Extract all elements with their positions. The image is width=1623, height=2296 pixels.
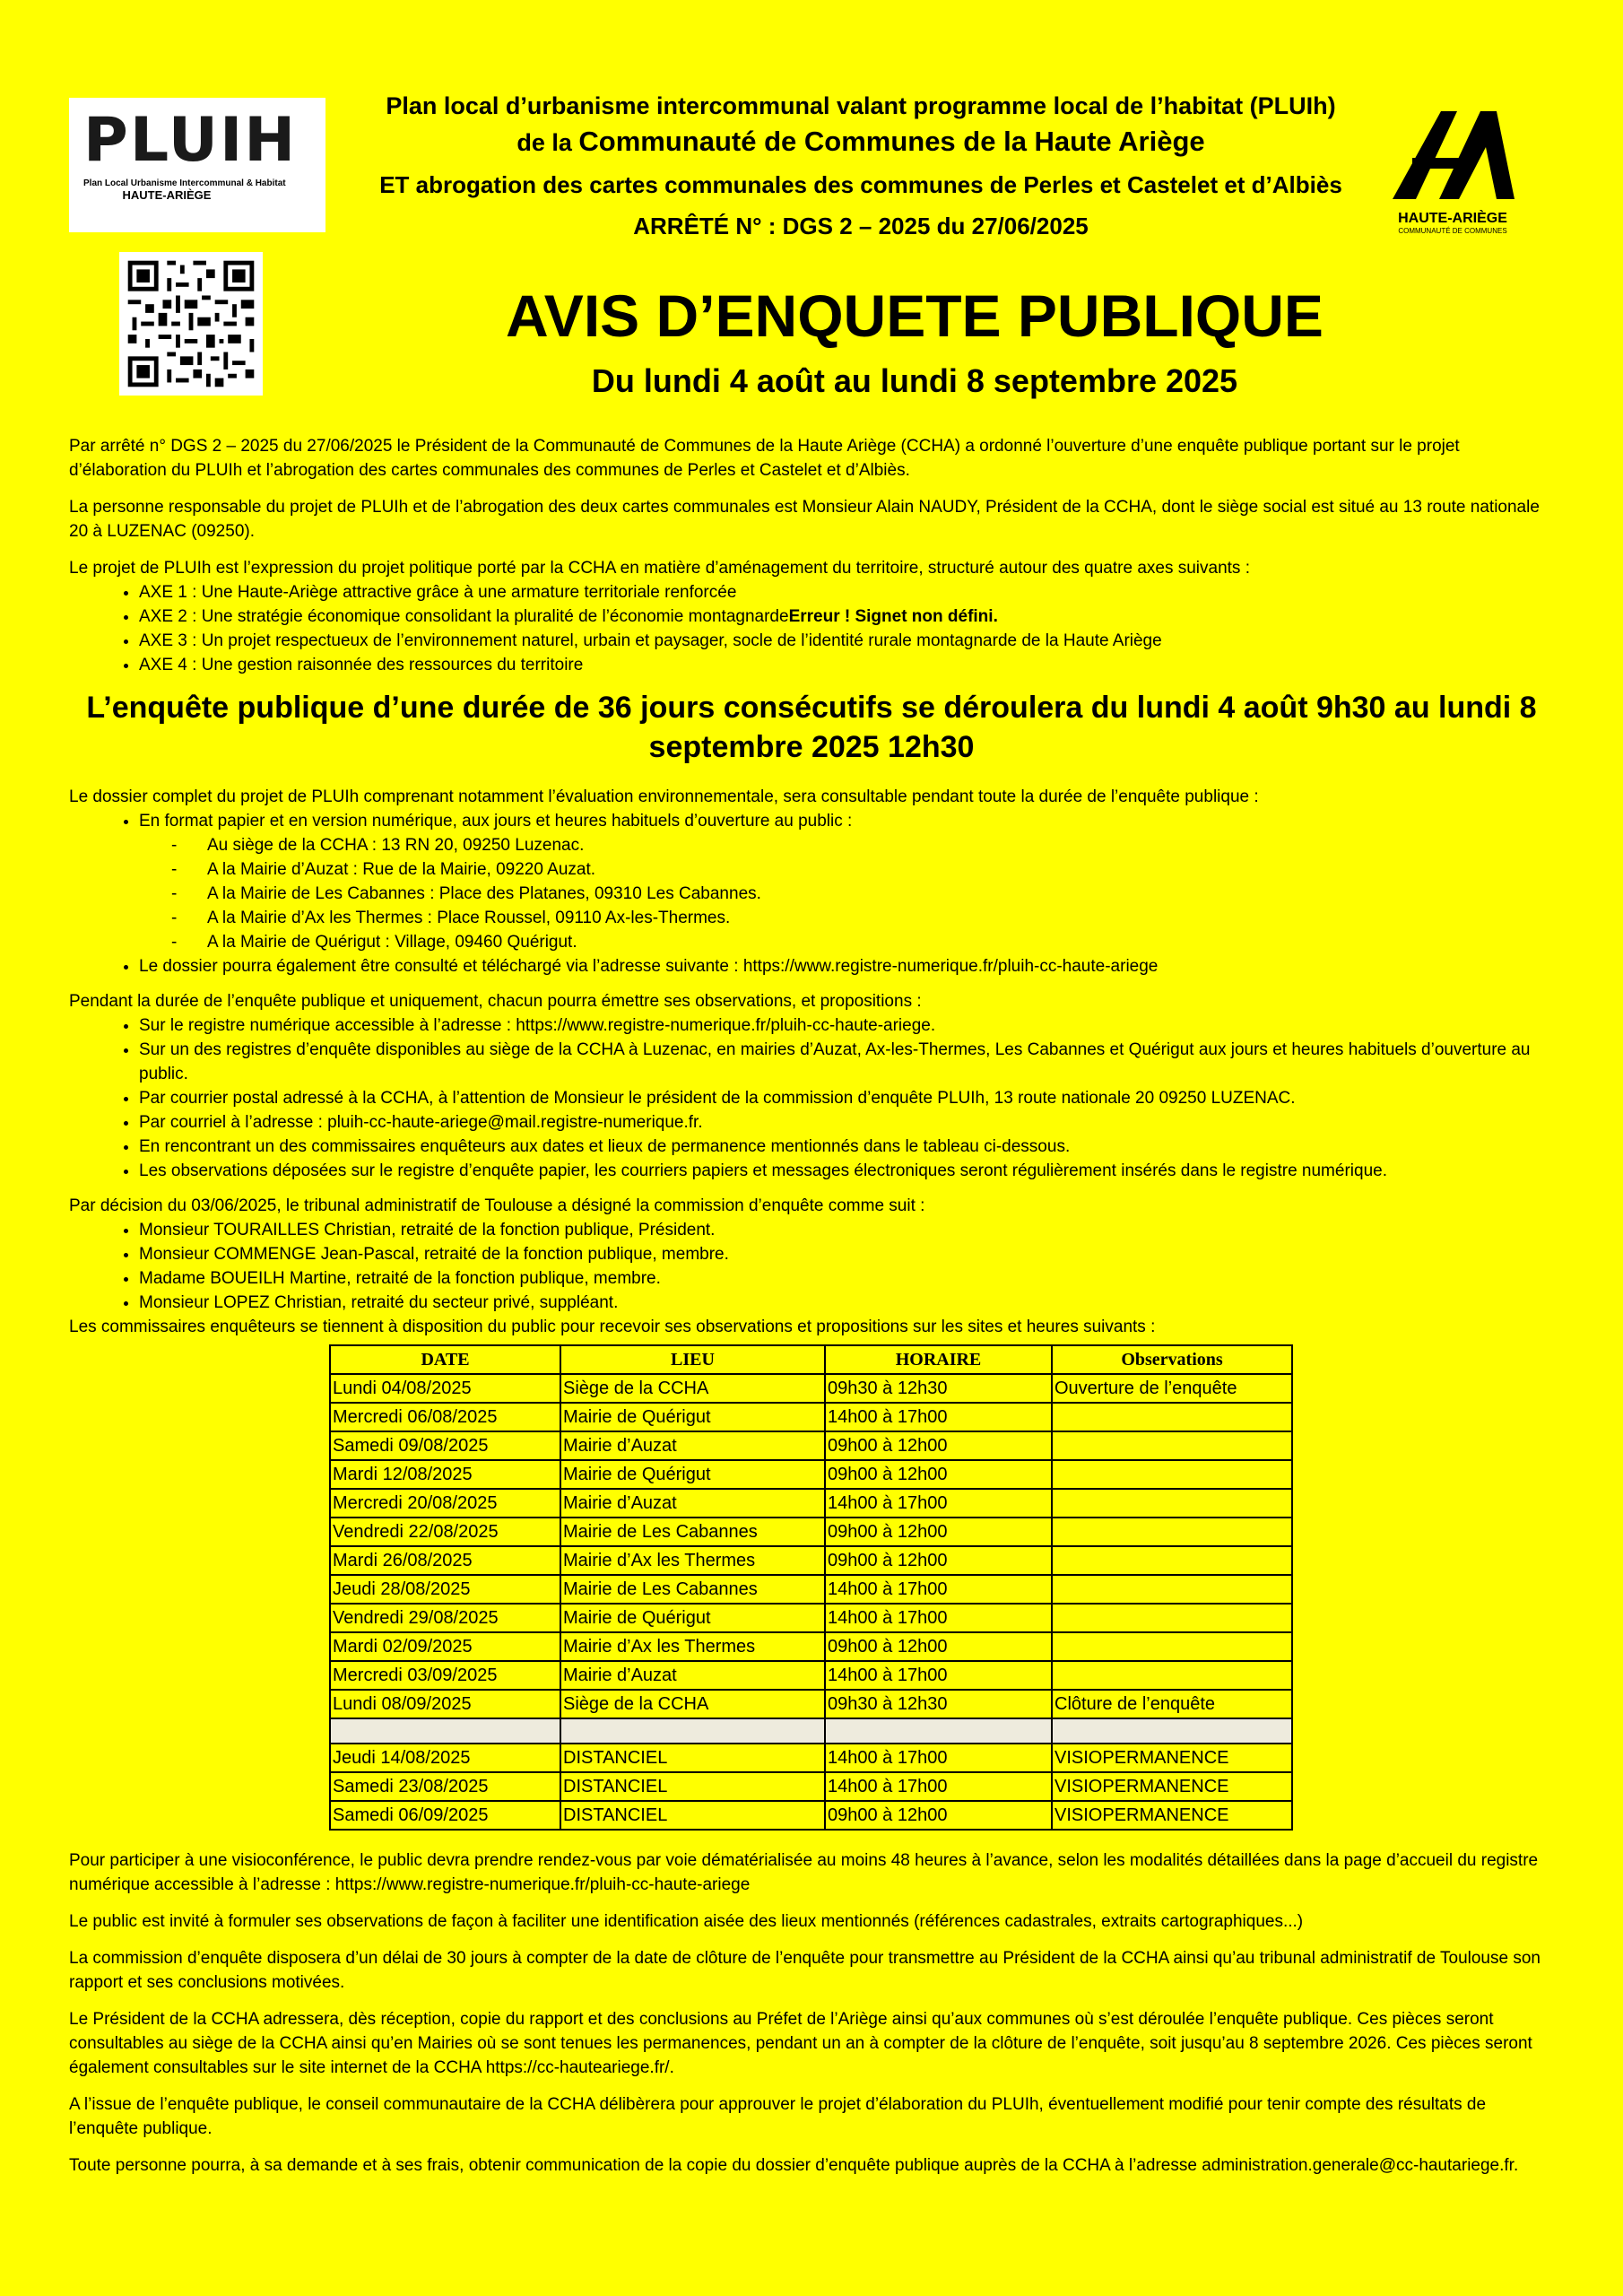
cell-date: Vendredi 22/08/2025 — [330, 1518, 560, 1546]
cell-lieu: Mairie de Les Cabannes — [560, 1518, 825, 1546]
cell-lieu: Mairie d’Auzat — [560, 1661, 825, 1690]
commission-member: • Monsieur LOPEZ Christian, retraité du secteur privé, suppléant. — [139, 1291, 1554, 1315]
cell-lieu: DISTANCIEL — [560, 1801, 825, 1830]
qr-code — [119, 252, 263, 396]
cell-lieu: DISTANCIEL — [560, 1744, 825, 1772]
cell-observations: Ouverture de l’enquête — [1052, 1374, 1292, 1403]
table-row — [330, 1518, 1292, 1546]
cell-observations — [1052, 1661, 1292, 1690]
pluih-logo-region: HAUTE-ARIÈGE — [122, 188, 212, 202]
haute-ariege-logo-mark — [1385, 108, 1520, 204]
permanences-intro: Les commissaires enquêteurs se tiennent à disposition du public pour recevoir ses observations et propositions sur les sites et heures suivants : — [69, 1318, 1156, 1336]
haute-ariege-logo-name: HAUTE-ARIÈGE — [1398, 211, 1507, 226]
table-header-row — [330, 1345, 1292, 1374]
dossier-item-text: En format papier et en version numérique, aux jours et heures habituels d’ouverture au public : — [139, 812, 853, 831]
cell-observations — [1052, 1431, 1292, 1460]
cell-observations — [1052, 1518, 1292, 1546]
commission-member: • Monsieur COMMENGE Jean-Pascal, retraité de la fonction publique, membre. — [139, 1242, 1554, 1266]
cell-date: Mercredi 03/09/2025 — [330, 1661, 560, 1690]
cell-horaire: 14h00 à 17h00 — [825, 1403, 1052, 1431]
cell-date: Samedi 06/09/2025 — [330, 1801, 560, 1830]
intro-paragraph-2: La personne responsable du projet de PLUIh et de l’abrogation des deux cartes communales est Monsieur Alain NAUDY, Président de la CCHA, dont le siège social est situé au 13 route nationale 20 à LUZENAC (09250). — [69, 498, 1540, 541]
qr-code-graphic — [119, 252, 263, 396]
cell-lieu: Mairie de Les Cabannes — [560, 1575, 825, 1604]
dossier-item: • Le dossier pourra également être consulté et téléchargé via l’adresse suivante : https://www.registre-numerique.fr/pluih-cc-haute-ariege — [139, 954, 1554, 978]
pluih-logo-word: PLUIH — [83, 105, 298, 176]
cell-observations: VISIOPERMANENCE — [1052, 1772, 1292, 1801]
commission-member: • Monsieur TOURAILLES Christian, retraité de la fonction publique, Président. — [139, 1218, 1554, 1242]
cell-date: Jeudi 14/08/2025 — [330, 1744, 560, 1772]
bookmark-error: Erreur ! Signet non défini. — [788, 607, 998, 626]
table-separator-row — [330, 1718, 1292, 1744]
dossier-locations — [139, 833, 1554, 954]
permanences-table — [329, 1344, 1293, 1831]
observation-item: • Par courrier postal adressé à la CCHA, à l’attention de Monsieur le président de la commission d’enquête PLUIh, 13 route nationale 20 09250 LUZENAC. — [139, 1086, 1554, 1110]
closing-paragraph: Le public est invité à formuler ses observations de façon à faciliter une identification aisée des lieux mentionnés (références cadastrales, extraits cartographiques...) — [69, 1912, 1304, 1931]
commission-member: • Madame BOUEILH Martine, retraité de la fonction publique, membre. — [139, 1266, 1554, 1291]
table-header-date: DATE — [330, 1345, 560, 1374]
dossier-list — [69, 809, 1554, 978]
cell-date: Mardi 12/08/2025 — [330, 1460, 560, 1489]
enquete-duration-heading: L’enquête publique d’une durée de 36 jours consécutifs se déroulera du lundi 4 août 9h30 au lundi 8 septembre 2025 12h30 — [86, 691, 1537, 764]
axes-list — [69, 580, 1554, 677]
cell-date: Mercredi 06/08/2025 — [330, 1403, 560, 1431]
observations-intro: Pendant la durée de l’enquête publique et uniquement, chacun pourra émettre ses observations, et propositions : — [69, 992, 922, 1011]
pluih-logo-subtitle: Plan Local Urbanisme Intercommunal & Habitat — [83, 178, 286, 188]
cell-lieu: Mairie de Quérigut — [560, 1460, 825, 1489]
cell-horaire: 09h30 à 12h30 — [825, 1374, 1052, 1403]
cell-date: Mercredi 20/08/2025 — [330, 1489, 560, 1518]
table-row — [330, 1575, 1292, 1604]
cell-horaire: 14h00 à 17h00 — [825, 1744, 1052, 1772]
table-header-horaire: HORAIRE — [825, 1345, 1052, 1374]
commission-list — [69, 1218, 1554, 1315]
table-row — [330, 1546, 1292, 1575]
dossier-location: - A la Mairie d’Auzat : Rue de la Mairie, 09220 Auzat. — [207, 857, 1554, 882]
table-row — [330, 1431, 1292, 1460]
cell-observations — [1052, 1460, 1292, 1489]
closing-paragraph: A l’issue de l’enquête publique, le conseil communautaire de la CCHA délibèrera pour approuver le projet d’élaboration du PLUIh, éventuellement modifié pour tenir compte des résultats de l’enquête publique. — [69, 2095, 1487, 2138]
observations-list — [69, 1013, 1554, 1183]
cell-horaire: 14h00 à 17h00 — [825, 1489, 1052, 1518]
header-line-2-bold: Communauté de Communes de la Haute Ariège — [578, 126, 1205, 157]
commission-intro: Par décision du 03/06/2025, le tribunal administratif de Toulouse a désigné la commission d’enquête comme suit : — [69, 1196, 925, 1215]
header-line-1: Plan local d’urbanisme intercommunal valant programme local de l’habitat (PLUIh) — [386, 92, 1336, 119]
observation-item: • Les observations déposées sur le registre d’enquête papier, les courriers papiers et messages électroniques seront régulièrement insérés dans le registre numérique. — [139, 1159, 1554, 1183]
cell-date: Samedi 09/08/2025 — [330, 1431, 560, 1460]
intro-paragraph-3: Le projet de PLUIh est l’expression du projet politique porté par la CCHA en matière d’aménagement du territoire, structuré autour des quatre axes suivants : — [69, 559, 1250, 578]
header-line-2-prefix: de la — [516, 129, 579, 156]
cell-date: Mardi 02/09/2025 — [330, 1632, 560, 1661]
cell-horaire: 09h00 à 12h00 — [825, 1632, 1052, 1661]
cell-observations — [1052, 1632, 1292, 1661]
cell-lieu: Mairie de Quérigut — [560, 1403, 825, 1431]
axe-2-text: AXE 2 : Une stratégie économique consolidant la pluralité de l’économie montagnarde — [139, 607, 789, 626]
header-line-3: ET abrogation des cartes communales des communes de Perles et Castelet et d’Albiès — [379, 171, 1342, 198]
cell-horaire: 14h00 à 17h00 — [825, 1575, 1052, 1604]
cell-date: Lundi 04/08/2025 — [330, 1374, 560, 1403]
axe-item: • AXE 3 : Un projet respectueux de l’environnement naturel, urbain et paysager, socle de l’identité rurale montagnarde de la Haute Ariège — [139, 629, 1554, 653]
header-block — [341, 88, 1381, 247]
cell-horaire: 14h00 à 17h00 — [825, 1661, 1052, 1690]
cell-observations: Clôture de l’enquête — [1052, 1690, 1292, 1718]
cell-lieu: Siège de la CCHA — [560, 1690, 825, 1718]
cell-lieu: Mairie d’Ax les Thermes — [560, 1632, 825, 1661]
cell-horaire: 09h00 à 12h00 — [825, 1431, 1052, 1460]
cell-observations: VISIOPERMANENCE — [1052, 1801, 1292, 1830]
table-row — [330, 1604, 1292, 1632]
header-line-2 — [341, 124, 1381, 161]
axe-item — [139, 604, 1554, 629]
closing-paragraph: La commission d’enquête disposera d’un délai de 30 jours à compter de la date de clôture de l’enquête pour transmettre au Président de la CCHA ainsi qu’au tribunal administratif de Toulouse son rapport et ses conclusions motivées. — [69, 1949, 1541, 1992]
closing-paragraph: Pour participer à une visioconférence, le public devra prendre rendez-vous par voie dématérialisée au moins 48 heures à l’avance, selon les modalités détaillées dans la page d’accueil du registre numérique accessible à l’adresse : https://www.registre-numerique.fr/pluih-cc-haute-ariege — [69, 1851, 1539, 1894]
dossier-location: - Au siège de la CCHA : 13 RN 20, 09250 Luzenac. — [207, 833, 1554, 857]
cell-lieu: Mairie d’Auzat — [560, 1431, 825, 1460]
dossier-location: - A la Mairie d’Ax les Thermes : Place Roussel, 09110 Ax-les-Thermes. — [207, 906, 1554, 930]
haute-ariege-logo-tagline: COMMUNAUTÉ DE COMMUNES — [1398, 227, 1507, 235]
table-row — [330, 1374, 1292, 1403]
closing-paragraph: Le Président de la CCHA adressera, dès réception, copie du rapport et des conclusions au Préfet de l’Ariège ainsi qu’aux communes où s’est déroulée l’enquête publique. Ces pièces seront consultables au siège de la CCHA ainsi qu’en Mairies où se sont tenues les permanences, pendant un an à compter de la clôture de l’enquête, soit jusqu’au 8 septembre 2026. Ces pièces seront également consultables sur le site internet de la CCHA https://cc-hauteariege.fr/. — [69, 2010, 1532, 2077]
header-arrete: ARRÊTÉ N° : DGS 2 – 2025 du 27/06/2025 — [633, 213, 1089, 239]
separator-cell — [825, 1718, 1052, 1744]
cell-observations — [1052, 1575, 1292, 1604]
observation-item: • Sur un des registres d’enquête disponibles au siège de la CCHA à Luzenac, en mairies d’Auzat, Ax-les-Thermes, Les Cabannes et Quérigut aux jours et heures habituels d’ouverture au public. — [139, 1038, 1554, 1086]
table-row — [330, 1489, 1292, 1518]
cell-lieu: Siège de la CCHA — [560, 1374, 825, 1403]
visio-row — [330, 1772, 1292, 1801]
cell-horaire: 14h00 à 17h00 — [825, 1772, 1052, 1801]
cell-observations: VISIOPERMANENCE — [1052, 1744, 1292, 1772]
dossier-item — [139, 809, 1554, 954]
table-row — [330, 1460, 1292, 1489]
visio-row — [330, 1744, 1292, 1772]
cell-horaire: 14h00 à 17h00 — [825, 1604, 1052, 1632]
cell-horaire: 09h00 à 12h00 — [825, 1801, 1052, 1830]
cell-horaire: 09h00 à 12h00 — [825, 1518, 1052, 1546]
table-header-lieu: LIEU — [560, 1345, 825, 1374]
observation-item: • Par courriel à l’adresse : pluih-cc-haute-ariege@mail.registre-numerique.fr. — [139, 1110, 1554, 1135]
dossier-location: - A la Mairie de Les Cabannes : Place des Platanes, 09310 Les Cabannes. — [207, 882, 1554, 906]
table-row — [330, 1690, 1292, 1718]
page-title: AVIS D’ENQUETE PUBLIQUE — [506, 283, 1324, 349]
separator-cell — [330, 1718, 560, 1744]
table-row — [330, 1632, 1292, 1661]
cell-lieu: DISTANCIEL — [560, 1772, 825, 1801]
cell-lieu: Mairie d’Auzat — [560, 1489, 825, 1518]
cell-horaire: 09h00 à 12h00 — [825, 1546, 1052, 1575]
cell-lieu: Mairie d’Ax les Thermes — [560, 1546, 825, 1575]
notice-body — [69, 434, 1554, 2190]
table-header-observations: Observations — [1052, 1345, 1292, 1374]
separator-cell — [1052, 1718, 1292, 1744]
cell-horaire: 09h30 à 12h30 — [825, 1690, 1052, 1718]
pluih-logo — [69, 98, 325, 232]
cell-horaire: 09h00 à 12h00 — [825, 1460, 1052, 1489]
cell-date: Vendredi 29/08/2025 — [330, 1604, 560, 1632]
cell-lieu: Mairie de Quérigut — [560, 1604, 825, 1632]
visio-row — [330, 1801, 1292, 1830]
cell-observations — [1052, 1604, 1292, 1632]
cell-date: Jeudi 28/08/2025 — [330, 1575, 560, 1604]
closing-paragraph: Toute personne pourra, à sa demande et à ses frais, obtenir communication de la copie du dossier d’enquête publique auprès de la CCHA à l’adresse administration.generale@cc-hautariege.fr. — [69, 2156, 1519, 2175]
intro-paragraph-1: Par arrêté n° DGS 2 – 2025 du 27/06/2025 le Président de la Communauté de Communes de la Haute Ariège (CCHA) a ordonné l’ouverture d’une enquête publique portant sur le projet d’élaboration du PLUIh et l’abrogation des cartes communales des communes de Perles et Castelet et d’Albiès. — [69, 437, 1460, 480]
table-row — [330, 1403, 1292, 1431]
axe-item: • AXE 1 : Une Haute-Ariège attractive grâce à une armature territoriale renforcée — [139, 580, 1554, 604]
cell-date: Lundi 08/09/2025 — [330, 1690, 560, 1718]
axe-item: • AXE 4 : Une gestion raisonnée des ressources du territoire — [139, 653, 1554, 677]
cell-date: Samedi 23/08/2025 — [330, 1772, 560, 1801]
separator-cell — [560, 1718, 825, 1744]
table-row — [330, 1661, 1292, 1690]
haute-ariege-logo — [1385, 108, 1520, 251]
cell-date: Mardi 26/08/2025 — [330, 1546, 560, 1575]
page-subtitle: Du lundi 4 août au lundi 8 septembre 2025 — [591, 362, 1238, 399]
cell-observations — [1052, 1403, 1292, 1431]
cell-observations — [1052, 1546, 1292, 1575]
observation-item: • En rencontrant un des commissaires enquêteurs aux dates et lieux de permanence mentionnés dans le tableau ci-dessous. — [139, 1135, 1554, 1159]
dossier-intro: Le dossier complet du projet de PLUIh comprenant notamment l’évaluation environnementale, sera consultable pendant toute la durée de l’enquête publique : — [69, 787, 1259, 806]
dossier-location: - A la Mairie de Quérigut : Village, 09460 Quérigut. — [207, 930, 1554, 954]
observation-item: • Sur le registre numérique accessible à l’adresse : https://www.registre-numerique.fr/pluih-cc-haute-ariege. — [139, 1013, 1554, 1038]
cell-observations — [1052, 1489, 1292, 1518]
